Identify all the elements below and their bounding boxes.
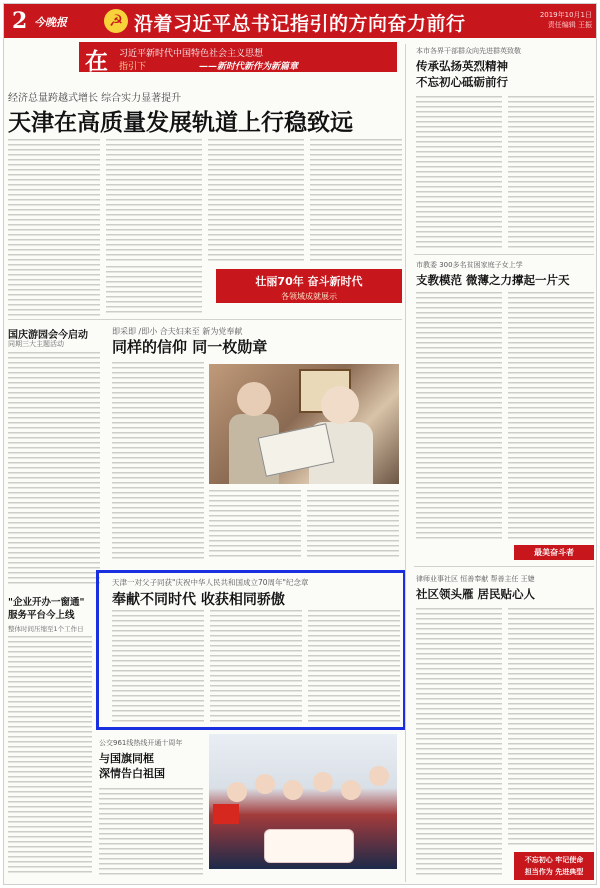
slogan-line1: 壮丽70年 奋斗新时代 (255, 275, 363, 288)
tag2-line1: 不忘初心 牢记使命 (524, 856, 584, 864)
photo-figure (321, 386, 359, 424)
right-story1-headline-line1: 传承弘扬英烈精神 (416, 59, 508, 73)
date-info (530, 10, 592, 30)
editor-line: 责任编辑 王振 (547, 21, 592, 29)
right-story1-body-col2 (508, 96, 594, 248)
left-story1-sub: 同期三大主题活动 (8, 340, 64, 348)
story3-body (99, 788, 203, 876)
slogan-line2: 各领域成就展示 (281, 292, 337, 301)
boxed-story-body-col1 (112, 610, 204, 722)
story2-kicker: 即采即 /即小 合夫妇来至 新为党奉献 (112, 327, 243, 336)
banner-big-char: 在 (85, 48, 108, 75)
lead-kicker: 经济总量跨越式增长 综合实力显著提升 (8, 93, 182, 104)
banner-line2: 指引下 (119, 62, 147, 72)
lead-body-col1 (8, 139, 100, 317)
flag-icon (213, 804, 239, 824)
left-story2-headline (8, 596, 84, 622)
right-story3-kicker: 律师业事社区 恒善奉献 帮善主任 王婕 (416, 575, 535, 583)
right-story2-headline: 支教模范 微薄之力撑起一片天 (416, 273, 570, 287)
paper-name: 今晚报 (34, 16, 67, 29)
photo-face (369, 766, 389, 786)
lead-headline: 天津在高质量发展轨道上行稳致远 (8, 110, 353, 136)
right-story3-headline: 社区领头雁 居民贴心人 (416, 587, 536, 601)
photo-face (283, 780, 303, 800)
boxed-story-body-col2 (210, 610, 302, 722)
lead-body-col4 (310, 139, 402, 261)
photo-cake (264, 829, 354, 863)
right-story3-body-col1 (416, 608, 502, 876)
boxed-story-kicker: 天津一对父子同获"庆祝中华人民共和国成立70周年"纪念章 (112, 578, 309, 587)
left-story2-headline-line2: 服务平台今上线 (8, 610, 75, 621)
right-story1-body-col1 (416, 96, 502, 248)
left-story2-body (8, 636, 92, 876)
left-story2-headline-line1: "企业开办一窗通" (8, 597, 85, 608)
photo-face (255, 774, 275, 794)
masthead (4, 4, 597, 38)
story2-body-col1 (112, 362, 204, 560)
photo-figure (237, 382, 271, 416)
lead-body-col3 (208, 139, 304, 261)
left-story2-sub: 整体时间压缩至1个工作日 (8, 625, 84, 633)
party-emblem-icon: ☭ (104, 9, 128, 33)
photo-face (341, 780, 361, 800)
right-story1-kicker: 本市各界干部群众向先进群英致敬 (416, 47, 521, 55)
lead-body-col5 (106, 266, 202, 316)
section-tag: 最美奋斗者 (514, 545, 594, 560)
right-story2-kicker: 市教委 300多名贫困家庭子女上学 (416, 261, 523, 269)
section-banner (79, 42, 397, 75)
story3-kicker: 公交961线热线开通十周年 (99, 739, 183, 747)
tag2-line2: 担当作为 先进典型 (524, 868, 584, 876)
story2-body-col2 (209, 490, 301, 560)
divider (8, 319, 402, 320)
left-story1-body (8, 352, 100, 584)
story3-headline-line2: 深情告白祖国 (99, 767, 165, 780)
column-divider (405, 44, 406, 882)
left-story1-headline: 国庆游园会今启动 (8, 330, 88, 341)
boxed-story-body-col3 (308, 610, 400, 722)
right-story2-body-col2 (508, 292, 594, 540)
right-story3-body-col2 (508, 608, 594, 846)
date-line: 2019年10月1日 (539, 11, 592, 19)
photo-face (313, 772, 333, 792)
story3-headline (99, 751, 165, 781)
story2-body-col3 (307, 490, 399, 560)
slogan-banner (216, 269, 402, 303)
story3-headline-line1: 与国旗同框 (99, 752, 154, 765)
story3-photo (209, 734, 397, 869)
story2-photo (209, 364, 399, 484)
story2-headline: 同样的信仰 同一枚勋章 (112, 338, 268, 356)
page-title: 沿着习近平总书记指引的方向奋力前行 (134, 13, 466, 35)
boxed-story-headline: 奉献不同时代 收获相同骄傲 (112, 592, 285, 608)
divider (414, 566, 594, 567)
photo-face (227, 782, 247, 802)
lead-body-col2 (106, 139, 202, 261)
section-tag-bottom (514, 852, 594, 880)
divider (414, 254, 594, 255)
right-story2-body-col1 (416, 292, 502, 540)
right-story1-headline-line2: 不忘初心砥砺前行 (416, 75, 508, 89)
page-number: 2 (12, 8, 28, 34)
banner-line1: 习近平新时代中国特色社会主义思想 (119, 49, 264, 59)
newspaper-page (3, 3, 597, 885)
banner-line3: ——新时代新作为新篇章 (199, 62, 299, 72)
